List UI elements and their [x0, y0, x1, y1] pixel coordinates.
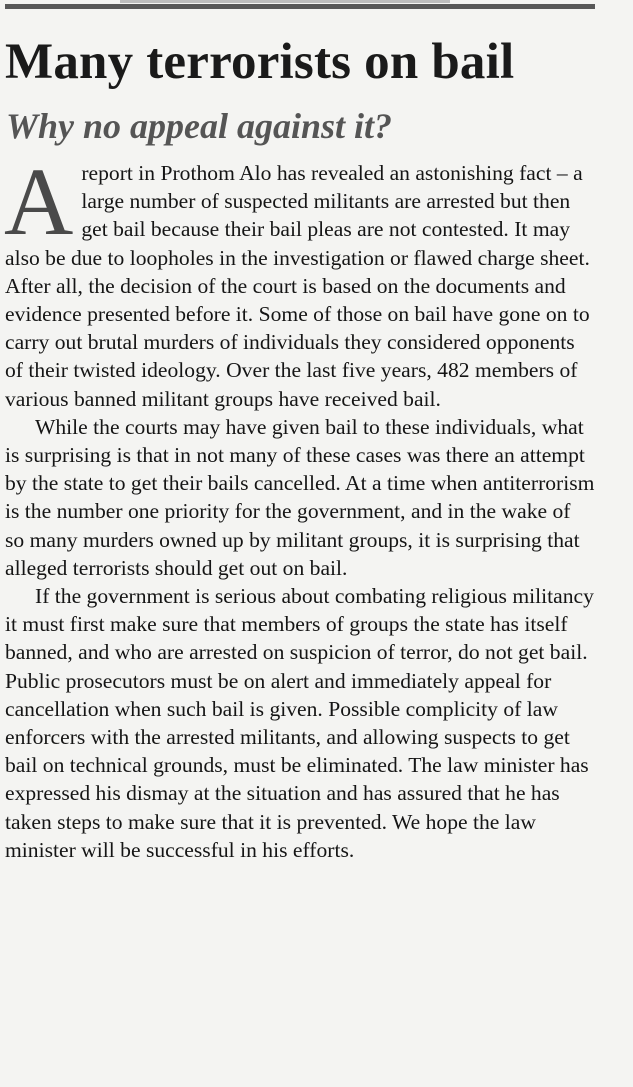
article-body — [4, 148, 595, 864]
article-paragraph-2: While the courts may have given bail to these individuals, what is surprising is that in not many of these cases was there an attempt by the state to get their bails cancelled. At a time when antiterrorism is the number one priority for the government, and in the wake of so many murders owned up by militant groups, it is surprising that alleged terrorists should get out on bail. — [5, 414, 595, 580]
article-paragraph-3: If the government is serious about combating religious militancy it must first make sure that members of groups the state has itself banned, and who are arrested on suspicion of terror, do not get bail. Public prosecutors must be on alert and immediately appeal for cancellation when such bail is given. Possible complicity of law enforcers with the arrested militants, and allowing suspects to get bail on technical grounds, must be eliminated. The law minister has expressed his dismay at the situation and has assured that he has taken steps to make sure that it is prevented. We hope the law minister will be successful in his efforts. — [5, 584, 594, 862]
article-subheadline: Why no appeal against it? — [6, 106, 393, 146]
article-headline: Many terrorists on bail — [5, 34, 515, 90]
top-faded-strip — [120, 0, 450, 3]
top-rule-divider — [5, 4, 595, 9]
drop-cap: A — [4, 148, 74, 255]
paragraph-1-text: report in Prothom Alo has revealed an astonishing fact – a large number of suspected militants are arrested but then get bail because their bail pleas are not contested. It may also be due to loopholes in the investigation or flawed charge sheet. After all, the decision of the court is based on the documents and evidence presented before it. Some of those on bail have gone on to carry out brutal murders of individuals they considered opponents of their twisted ideology. Over the last five years, 482 members of various banned militant groups have received bail. — [5, 161, 590, 411]
article-paragraph-1 — [4, 148, 595, 413]
